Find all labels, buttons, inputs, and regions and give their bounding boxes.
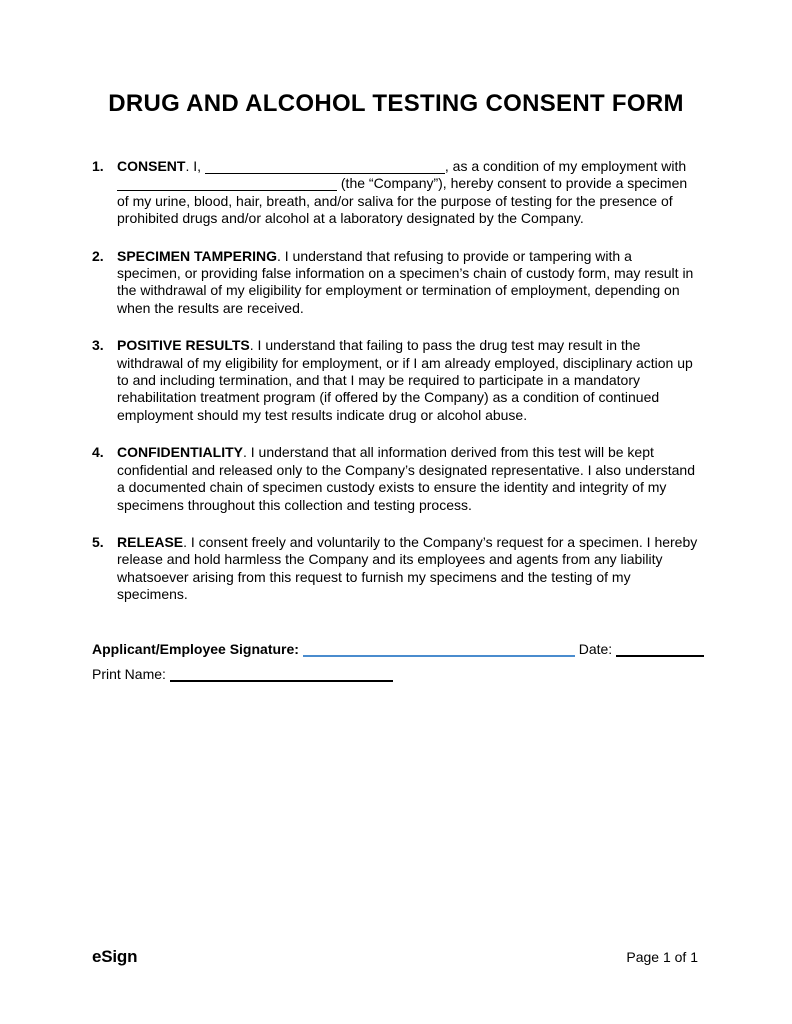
print-name-label: Print Name: [92, 665, 166, 682]
clause-specimen-tampering-heading: SPECIMEN TAMPERING [117, 247, 277, 264]
signature-label: Applicant/Employee Signature: [92, 640, 299, 657]
clause-number-5: 5. [92, 533, 104, 550]
clause-number-4: 4. [92, 444, 104, 461]
clause-consent-lead: . I, [185, 158, 205, 174]
clause-release-body: . I consent freely and voluntarily to the Company’s request for a specimen. I hereby release and hold harmless the Company and its employees and agents from any liability whatsoever arising from this request to furnish my specimens and the testing of my specimens. [117, 533, 698, 603]
clause-consent-mid: , as a condition of my employment with [444, 158, 687, 174]
clause-positive-results-text [117, 337, 693, 423]
clause-release [92, 534, 698, 604]
clause-number-2: 2. [92, 247, 104, 264]
clause-consent-text [117, 158, 687, 226]
clause-positive-results-heading: POSITIVE RESULTS [117, 337, 250, 354]
print-name-row [92, 666, 698, 683]
signature-line[interactable] [303, 643, 575, 657]
company-name-blank[interactable] [117, 178, 337, 191]
clause-release-heading: RELEASE [117, 533, 184, 550]
esign-logo: eSign [92, 947, 138, 966]
date-label: Date: [578, 640, 613, 657]
clause-consent [92, 158, 698, 228]
clause-positive-results-body: . I understand that failing to pass the drug test may result in the withdrawal of my eligibility for employment, or if I am already employed, disciplinary action up to and including termination, and that I may be required to participate in a mandatory rehabilitation treatment program (if offered by the Company) as a condition of continued employment should my test results indicate drug or alcohol abuse. [117, 337, 693, 423]
signature-block [92, 641, 698, 684]
signature-row [92, 641, 698, 658]
print-name-line[interactable] [170, 668, 393, 682]
clause-specimen-tampering-body: . I understand that refusing to provide or tampering with a specimen, or providing false information on a specimen’s chain of custody form, may result in the withdrawal of my eligibility for employment or termination of employment, depending on when the results are received. [117, 247, 694, 316]
clause-release-text [117, 534, 697, 602]
clause-confidentiality [92, 444, 698, 514]
date-line[interactable] [616, 643, 704, 657]
clause-number-3: 3. [92, 337, 104, 354]
page-title: DRUG AND ALCOHOL TESTING CONSENT FORM [108, 90, 684, 117]
clause-confidentiality-heading: CONFIDENTIALITY [117, 444, 243, 461]
clause-number-1: 1. [92, 158, 104, 174]
page-footer [92, 948, 698, 966]
clause-specimen-tampering [92, 248, 698, 318]
page-indicator: Page 1 of 1 [626, 949, 698, 965]
clause-consent-heading: CONSENT [117, 158, 186, 174]
applicant-name-blank[interactable] [205, 161, 445, 174]
clause-specimen-tampering-text [117, 248, 693, 316]
clause-confidentiality-body: . I understand that all information derived from this test will be kept confidential and released only to the Company’s designated representative. I also understand a documented chain of specimen custody exists to ensure the identity and integrity of my specimens throughout this collection and testing process. [117, 444, 696, 513]
clause-consent-rest: (the “Company”), hereby consent to provide a specimen of my urine, blood, hair, breath, and/or saliva for the purpose of testing for the presence of prohibited drugs and/or alcohol at a laboratory designated by the Company. [117, 175, 688, 227]
clause-positive-results [92, 337, 698, 424]
clause-confidentiality-text [117, 444, 695, 512]
clause-list [92, 158, 698, 604]
